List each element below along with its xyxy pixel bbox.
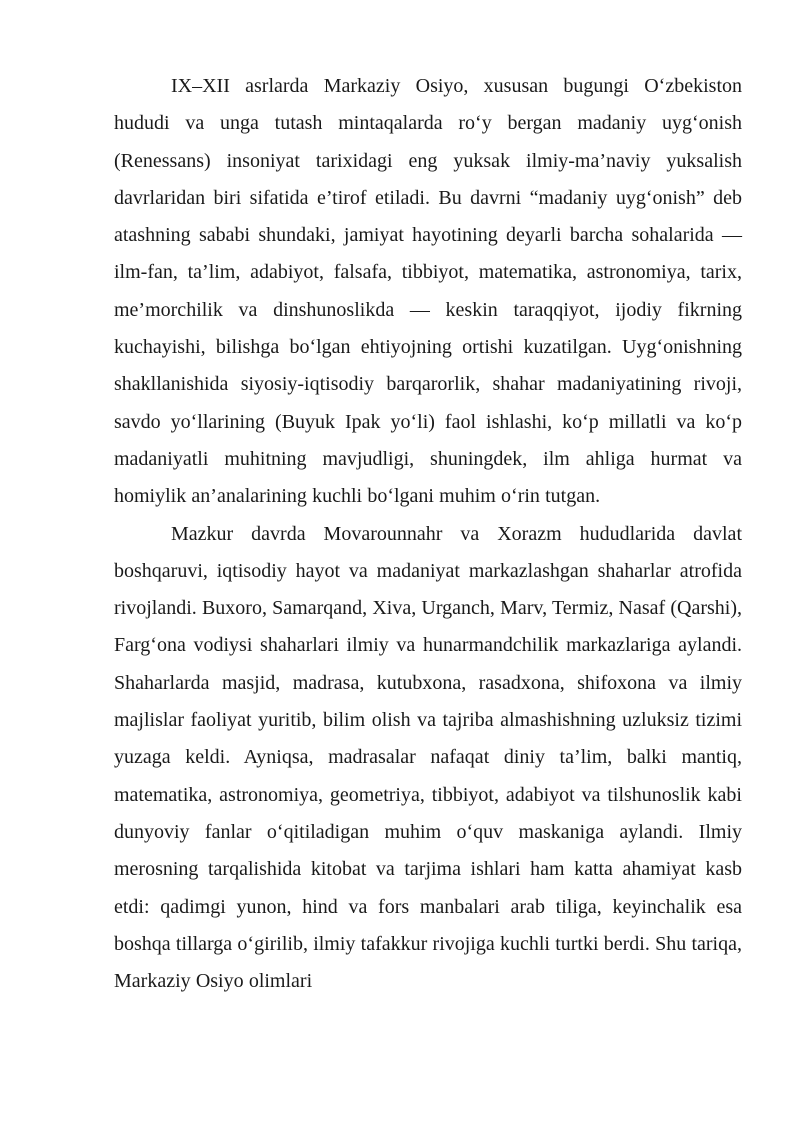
paragraph-renaissance-intro: IX–XII asrlarda Markaziy Osiyo, xususan bugungi O‘zbekiston hududi va unga tutash mintaqalarda ro‘y bergan madaniy uyg‘onish (Renessans) insoniyat tarixidagi eng yuksak ilmiy-ma’naviy yuksalish davrlaridan biri sifatida e’tirof etiladi. Bu davrni “madaniy uyg‘onish” deb atashning sababi shundaki, jamiyat hayotining deyarli barcha sohalarida — ilm-fan, ta’lim, adabiyot, falsafa, tibbiyot, matematika, astronomiya, tarix, me’morchilik va dinshunoslikda — keskin taraqqiyot, ijodiy fikrning kuchayishi, bilishga bo‘lgan ehtiyojning ortishi kuzatilgan. Uyg‘onishning shakllanishida siyosiy-iqtisodiy barqarorlik, shahar madaniyatining rivoji, savdo yo‘llarining (Buyuk Ipak yo‘li) faol ishlashi, ko‘p millatli va ko‘p madaniyatli muhitning mavjudligi, shuningdek, ilm ahliga hurmat va homiylik an’analarining kuchli bo‘lgani muhim o‘rin tutgan. bbox=[114, 75, 742, 508]
paragraph-movarounnahr-cities: Mazkur davrda Movarounnahr va Xorazm hududlarida davlat boshqaruvi, iqtisodiy hayot va madaniyat markazlashgan shaharlar atrofida rivojlandi. Buxoro, Samarqand, Xiva, Urganch, Marv, Termiz, Nasaf (Qarshi), Farg‘ona vodiysi shaharlari ilmiy va hunarmandchilik markazlariga aylandi. Shaharlarda masjid, madrasa, kutubxona, rasadxona, shifoxona va ilmiy majlislar faoliyat yuritib, bilim olish va tajriba almashishning uzluksiz tizimi yuzaga keldi. Ayniqsa, madrasalar nafaqat diniy ta’lim, balki mantiq, matematika, astronomiya, geometriya, tibbiyot, adabiyot va tilshunoslik kabi dunyoviy fanlar o‘qitiladigan muhim o‘quv maskaniga aylandi. Ilmiy merosning tarqalishida kitobat va tarjima ishlari ham katta ahamiyat kasb etdi: qadimgi yunon, hind va fors manbalari arab tiliga, keyinchalik esa boshqa tillarga o‘girilib, ilmiy tafakkur rivojiga kuchli turtki berdi. Shu tariqa, Markaziy Osiyo olimlari bbox=[114, 522, 742, 993]
